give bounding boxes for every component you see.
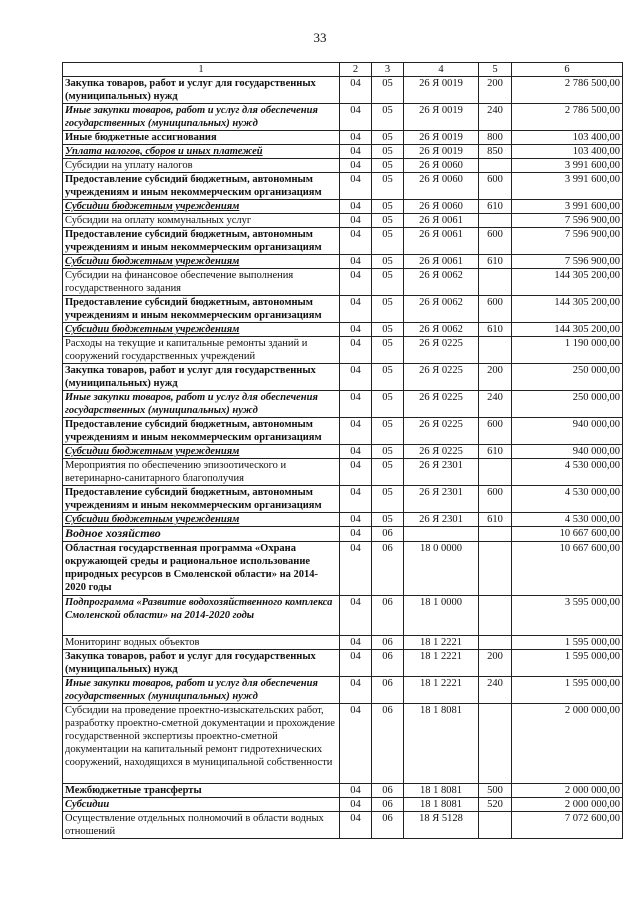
row-subsection: 06 xyxy=(372,650,404,677)
row-name: Субсидии на уплату налогов xyxy=(63,159,340,173)
row-section: 04 xyxy=(340,228,372,255)
row-target-code: 18 1 2221 xyxy=(404,636,479,650)
row-amount: 7 596 900,00 xyxy=(512,214,623,228)
row-name: Закупка товаров, работ и услуг для государственных (муниципальных) нужд xyxy=(63,650,340,677)
header-col-name: 1 xyxy=(63,63,340,77)
row-name: Межбюджетные трансферты xyxy=(63,784,340,798)
row-amount: 3 991 600,00 xyxy=(512,173,623,200)
row-section: 04 xyxy=(340,459,372,486)
table-row xyxy=(63,459,623,486)
row-name: Закупка товаров, работ и услуг для государственных (муниципальных) нужд xyxy=(63,364,340,391)
row-target-code: 26 Я 0225 xyxy=(404,418,479,445)
row-section: 04 xyxy=(340,364,372,391)
row-expense-type: 610 xyxy=(479,323,512,337)
row-expense-type xyxy=(479,812,512,839)
row-amount: 144 305 200,00 xyxy=(512,296,623,323)
row-amount: 3 595 000,00 xyxy=(512,596,623,636)
row-name: Осуществление отдельных полномочий в области водных отношений xyxy=(63,812,340,839)
row-subsection: 05 xyxy=(372,269,404,296)
table-row xyxy=(63,255,623,269)
row-target-code: 26 Я 0225 xyxy=(404,337,479,364)
row-section: 04 xyxy=(340,650,372,677)
table-row xyxy=(63,636,623,650)
row-section: 04 xyxy=(340,323,372,337)
row-target-code: 26 Я 0062 xyxy=(404,296,479,323)
row-amount: 4 530 000,00 xyxy=(512,459,623,486)
row-expense-type: 600 xyxy=(479,173,512,200)
row-section: 04 xyxy=(340,131,372,145)
table-row xyxy=(63,269,623,296)
row-name: Предоставление субсидий бюджетным, автономным учреждениям и иным некоммерческим организациям xyxy=(63,173,340,200)
row-name: Субсидии на финансовое обеспечение выполнения государственного задания xyxy=(63,269,340,296)
row-expense-type: 200 xyxy=(479,364,512,391)
row-expense-type: 610 xyxy=(479,445,512,459)
row-subsection: 05 xyxy=(372,296,404,323)
row-expense-type xyxy=(479,527,512,542)
table-row xyxy=(63,131,623,145)
row-target-code: 26 Я 0060 xyxy=(404,173,479,200)
table-row xyxy=(63,391,623,418)
row-expense-type xyxy=(479,459,512,486)
table-row xyxy=(63,364,623,391)
row-section: 04 xyxy=(340,445,372,459)
row-target-code: 26 Я 0061 xyxy=(404,228,479,255)
row-subsection: 05 xyxy=(372,337,404,364)
row-expense-type: 200 xyxy=(479,77,512,104)
row-expense-type: 600 xyxy=(479,296,512,323)
row-section: 04 xyxy=(340,636,372,650)
table-row xyxy=(63,214,623,228)
row-amount: 1 595 000,00 xyxy=(512,650,623,677)
row-amount: 144 305 200,00 xyxy=(512,269,623,296)
row-expense-type: 200 xyxy=(479,650,512,677)
row-name: Предоставление субсидий бюджетным, автономным учреждениям и иным некоммерческим организациям xyxy=(63,296,340,323)
row-target-code: 26 Я 0061 xyxy=(404,214,479,228)
row-subsection: 06 xyxy=(372,704,404,784)
row-name: Предоставление субсидий бюджетным, автономным учреждениям и иным некоммерческим организациям xyxy=(63,228,340,255)
row-section: 04 xyxy=(340,296,372,323)
row-section: 04 xyxy=(340,527,372,542)
row-amount: 940 000,00 xyxy=(512,445,623,459)
row-expense-type xyxy=(479,636,512,650)
row-subsection: 05 xyxy=(372,418,404,445)
row-target-code: 26 Я 0062 xyxy=(404,269,479,296)
row-subsection: 05 xyxy=(372,228,404,255)
row-amount: 2 786 500,00 xyxy=(512,104,623,131)
row-name: Субсидии бюджетным учреждениям xyxy=(63,200,340,214)
table-row xyxy=(63,486,623,513)
row-target-code: 26 Я 0019 xyxy=(404,104,479,131)
row-target-code: 26 Я 0060 xyxy=(404,159,479,173)
row-target-code: 18 1 0000 xyxy=(404,596,479,636)
row-amount: 103 400,00 xyxy=(512,131,623,145)
table-row xyxy=(63,296,623,323)
row-section: 04 xyxy=(340,269,372,296)
row-target-code: 18 1 8081 xyxy=(404,798,479,812)
row-target-code: 26 Я 0019 xyxy=(404,77,479,104)
row-name: Мероприятия по обеспечению эпизоотического и ветеринарно-санитарного благополучия xyxy=(63,459,340,486)
row-amount: 144 305 200,00 xyxy=(512,323,623,337)
row-section: 04 xyxy=(340,513,372,527)
row-expense-type xyxy=(479,337,512,364)
header-col-section: 2 xyxy=(340,63,372,77)
row-name: Иные закупки товаров, работ и услуг для обеспечения государственных (муниципальных) нужд xyxy=(63,391,340,418)
row-subsection: 05 xyxy=(372,145,404,159)
row-target-code: 26 Я 0060 xyxy=(404,200,479,214)
row-section: 04 xyxy=(340,391,372,418)
budget-table xyxy=(62,62,623,839)
row-subsection: 05 xyxy=(372,173,404,200)
row-section: 04 xyxy=(340,704,372,784)
row-subsection: 05 xyxy=(372,445,404,459)
row-name: Подпрограмма «Развитие водохозяйственного комплекса Смоленской области» на 2014-2020 годы xyxy=(63,596,340,636)
table-row xyxy=(63,323,623,337)
row-amount: 2 000 000,00 xyxy=(512,798,623,812)
row-expense-type: 610 xyxy=(479,255,512,269)
row-name: Субсидии xyxy=(63,798,340,812)
row-subsection: 05 xyxy=(372,391,404,418)
row-amount: 10 667 600,00 xyxy=(512,527,623,542)
row-name: Субсидии бюджетным учреждениям xyxy=(63,323,340,337)
table-row xyxy=(63,542,623,596)
row-section: 04 xyxy=(340,159,372,173)
row-section: 04 xyxy=(340,173,372,200)
row-target-code: 18 1 2221 xyxy=(404,650,479,677)
row-amount: 103 400,00 xyxy=(512,145,623,159)
row-expense-type xyxy=(479,269,512,296)
table-row xyxy=(63,650,623,677)
row-subsection: 06 xyxy=(372,527,404,542)
row-amount: 940 000,00 xyxy=(512,418,623,445)
row-target-code: 26 Я 0062 xyxy=(404,323,479,337)
row-amount: 2 786 500,00 xyxy=(512,77,623,104)
row-amount: 10 667 600,00 xyxy=(512,542,623,596)
row-target-code: 26 Я 0019 xyxy=(404,131,479,145)
row-section: 04 xyxy=(340,596,372,636)
row-subsection: 05 xyxy=(372,77,404,104)
table-row xyxy=(63,596,623,636)
row-name: Иные закупки товаров, работ и услуг для обеспечения государственных (муниципальных) нужд xyxy=(63,677,340,704)
row-expense-type: 600 xyxy=(479,418,512,445)
row-subsection: 05 xyxy=(372,104,404,131)
table-row xyxy=(63,173,623,200)
row-amount: 1 190 000,00 xyxy=(512,337,623,364)
row-subsection: 06 xyxy=(372,798,404,812)
row-target-code: 26 Я 0019 xyxy=(404,145,479,159)
table-row xyxy=(63,418,623,445)
row-name: Иные закупки товаров, работ и услуг для обеспечения государственных (муниципальных) нужд xyxy=(63,104,340,131)
row-subsection: 06 xyxy=(372,784,404,798)
row-section: 04 xyxy=(340,677,372,704)
table-row xyxy=(63,704,623,784)
table-row xyxy=(63,677,623,704)
row-name: Субсидии на проведение проектно-изыскательских работ, разработку проектно-сметной документации и прохождение государственной экспертизы проектно-сметной документации на капитальный ремонт гидротехнических сооружений, находящихся в муниципальной собственности xyxy=(63,704,340,784)
row-amount: 250 000,00 xyxy=(512,391,623,418)
table-row xyxy=(63,798,623,812)
row-target-code: 18 1 8081 xyxy=(404,784,479,798)
row-amount: 7 072 600,00 xyxy=(512,812,623,839)
row-subsection: 05 xyxy=(372,513,404,527)
row-amount: 250 000,00 xyxy=(512,364,623,391)
row-section: 04 xyxy=(340,784,372,798)
row-target-code xyxy=(404,527,479,542)
header-col-expense-type: 5 xyxy=(479,63,512,77)
row-expense-type xyxy=(479,596,512,636)
row-amount: 1 595 000,00 xyxy=(512,636,623,650)
row-expense-type: 610 xyxy=(479,200,512,214)
row-name: Предоставление субсидий бюджетным, автономным учреждениям и иным некоммерческим организациям xyxy=(63,418,340,445)
row-expense-type: 600 xyxy=(479,228,512,255)
row-subsection: 06 xyxy=(372,636,404,650)
row-subsection: 05 xyxy=(372,486,404,513)
row-expense-type xyxy=(479,159,512,173)
row-expense-type: 520 xyxy=(479,798,512,812)
row-name: Закупка товаров, работ и услуг для государственных (муниципальных) нужд xyxy=(63,77,340,104)
row-name: Иные бюджетные ассигнования xyxy=(63,131,340,145)
row-section: 04 xyxy=(340,798,372,812)
row-section: 04 xyxy=(340,486,372,513)
row-subsection: 06 xyxy=(372,542,404,596)
row-section: 04 xyxy=(340,77,372,104)
table-row xyxy=(63,812,623,839)
row-subsection: 06 xyxy=(372,677,404,704)
row-target-code: 18 1 8081 xyxy=(404,704,479,784)
row-expense-type: 240 xyxy=(479,391,512,418)
row-subsection: 05 xyxy=(372,159,404,173)
table-row xyxy=(63,784,623,798)
row-expense-type: 500 xyxy=(479,784,512,798)
row-subsection: 05 xyxy=(372,255,404,269)
row-target-code: 26 Я 2301 xyxy=(404,513,479,527)
row-subsection: 05 xyxy=(372,323,404,337)
table-row xyxy=(63,200,623,214)
row-expense-type xyxy=(479,704,512,784)
row-expense-type: 240 xyxy=(479,104,512,131)
row-name: Предоставление субсидий бюджетным, автономным учреждениям и иным некоммерческим организациям xyxy=(63,486,340,513)
row-section: 04 xyxy=(340,200,372,214)
row-subsection: 05 xyxy=(372,131,404,145)
row-name: Мониторинг водных объектов xyxy=(63,636,340,650)
row-amount: 3 991 600,00 xyxy=(512,200,623,214)
page-number: 33 xyxy=(313,30,327,45)
table-row xyxy=(63,228,623,255)
row-name: Областная государственная программа «Охрана окружающей среды и рациональное использование природных ресурсов в Смоленской области» на 2014-2020 годы xyxy=(63,542,340,596)
row-amount: 2 000 000,00 xyxy=(512,784,623,798)
row-section: 04 xyxy=(340,337,372,364)
row-amount: 3 991 600,00 xyxy=(512,159,623,173)
row-section: 04 xyxy=(340,145,372,159)
row-amount: 4 530 000,00 xyxy=(512,513,623,527)
table-row xyxy=(63,337,623,364)
row-subsection: 05 xyxy=(372,364,404,391)
header-col-amount: 6 xyxy=(512,63,623,77)
row-amount: 2 000 000,00 xyxy=(512,704,623,784)
table-row xyxy=(63,527,623,542)
row-name: Субсидии бюджетным учреждениям xyxy=(63,255,340,269)
row-subsection: 05 xyxy=(372,214,404,228)
row-name: Водное хозяйство xyxy=(63,527,340,542)
row-section: 04 xyxy=(340,812,372,839)
row-section: 04 xyxy=(340,418,372,445)
row-subsection: 06 xyxy=(372,812,404,839)
row-target-code: 26 Я 0225 xyxy=(404,445,479,459)
row-subsection: 05 xyxy=(372,200,404,214)
table-row xyxy=(63,159,623,173)
row-name: Субсидии на оплату коммунальных услуг xyxy=(63,214,340,228)
row-section: 04 xyxy=(340,104,372,131)
row-section: 04 xyxy=(340,542,372,596)
row-subsection: 05 xyxy=(372,459,404,486)
row-expense-type: 600 xyxy=(479,486,512,513)
table-row xyxy=(63,513,623,527)
row-target-code: 26 Я 0225 xyxy=(404,391,479,418)
row-expense-type xyxy=(479,214,512,228)
row-subsection: 06 xyxy=(372,596,404,636)
table-row xyxy=(63,77,623,104)
header-row xyxy=(63,63,623,77)
row-target-code: 18 1 2221 xyxy=(404,677,479,704)
row-target-code: 18 Я 5128 xyxy=(404,812,479,839)
row-name: Субсидии бюджетным учреждениям xyxy=(63,445,340,459)
row-expense-type: 800 xyxy=(479,131,512,145)
table-row xyxy=(63,104,623,131)
row-name: Расходы на текущие и капитальные ремонты зданий и сооружений государственных учреждений xyxy=(63,337,340,364)
row-expense-type: 240 xyxy=(479,677,512,704)
row-target-code: 26 Я 0061 xyxy=(404,255,479,269)
row-section: 04 xyxy=(340,214,372,228)
row-amount: 7 596 900,00 xyxy=(512,255,623,269)
row-target-code: 26 Я 0225 xyxy=(404,364,479,391)
row-target-code: 26 Я 2301 xyxy=(404,459,479,486)
row-target-code: 18 0 0000 xyxy=(404,542,479,596)
row-target-code: 26 Я 2301 xyxy=(404,486,479,513)
row-amount: 4 530 000,00 xyxy=(512,486,623,513)
header-col-subsection: 3 xyxy=(372,63,404,77)
row-amount: 7 596 900,00 xyxy=(512,228,623,255)
row-expense-type: 850 xyxy=(479,145,512,159)
row-expense-type xyxy=(479,542,512,596)
header-col-target-code: 4 xyxy=(404,63,479,77)
row-amount: 1 595 000,00 xyxy=(512,677,623,704)
row-section: 04 xyxy=(340,255,372,269)
row-name: Уплата налогов, сборов и иных платежей xyxy=(63,145,340,159)
table-row xyxy=(63,445,623,459)
row-expense-type: 610 xyxy=(479,513,512,527)
table-row xyxy=(63,145,623,159)
row-name: Субсидии бюджетным учреждениям xyxy=(63,513,340,527)
